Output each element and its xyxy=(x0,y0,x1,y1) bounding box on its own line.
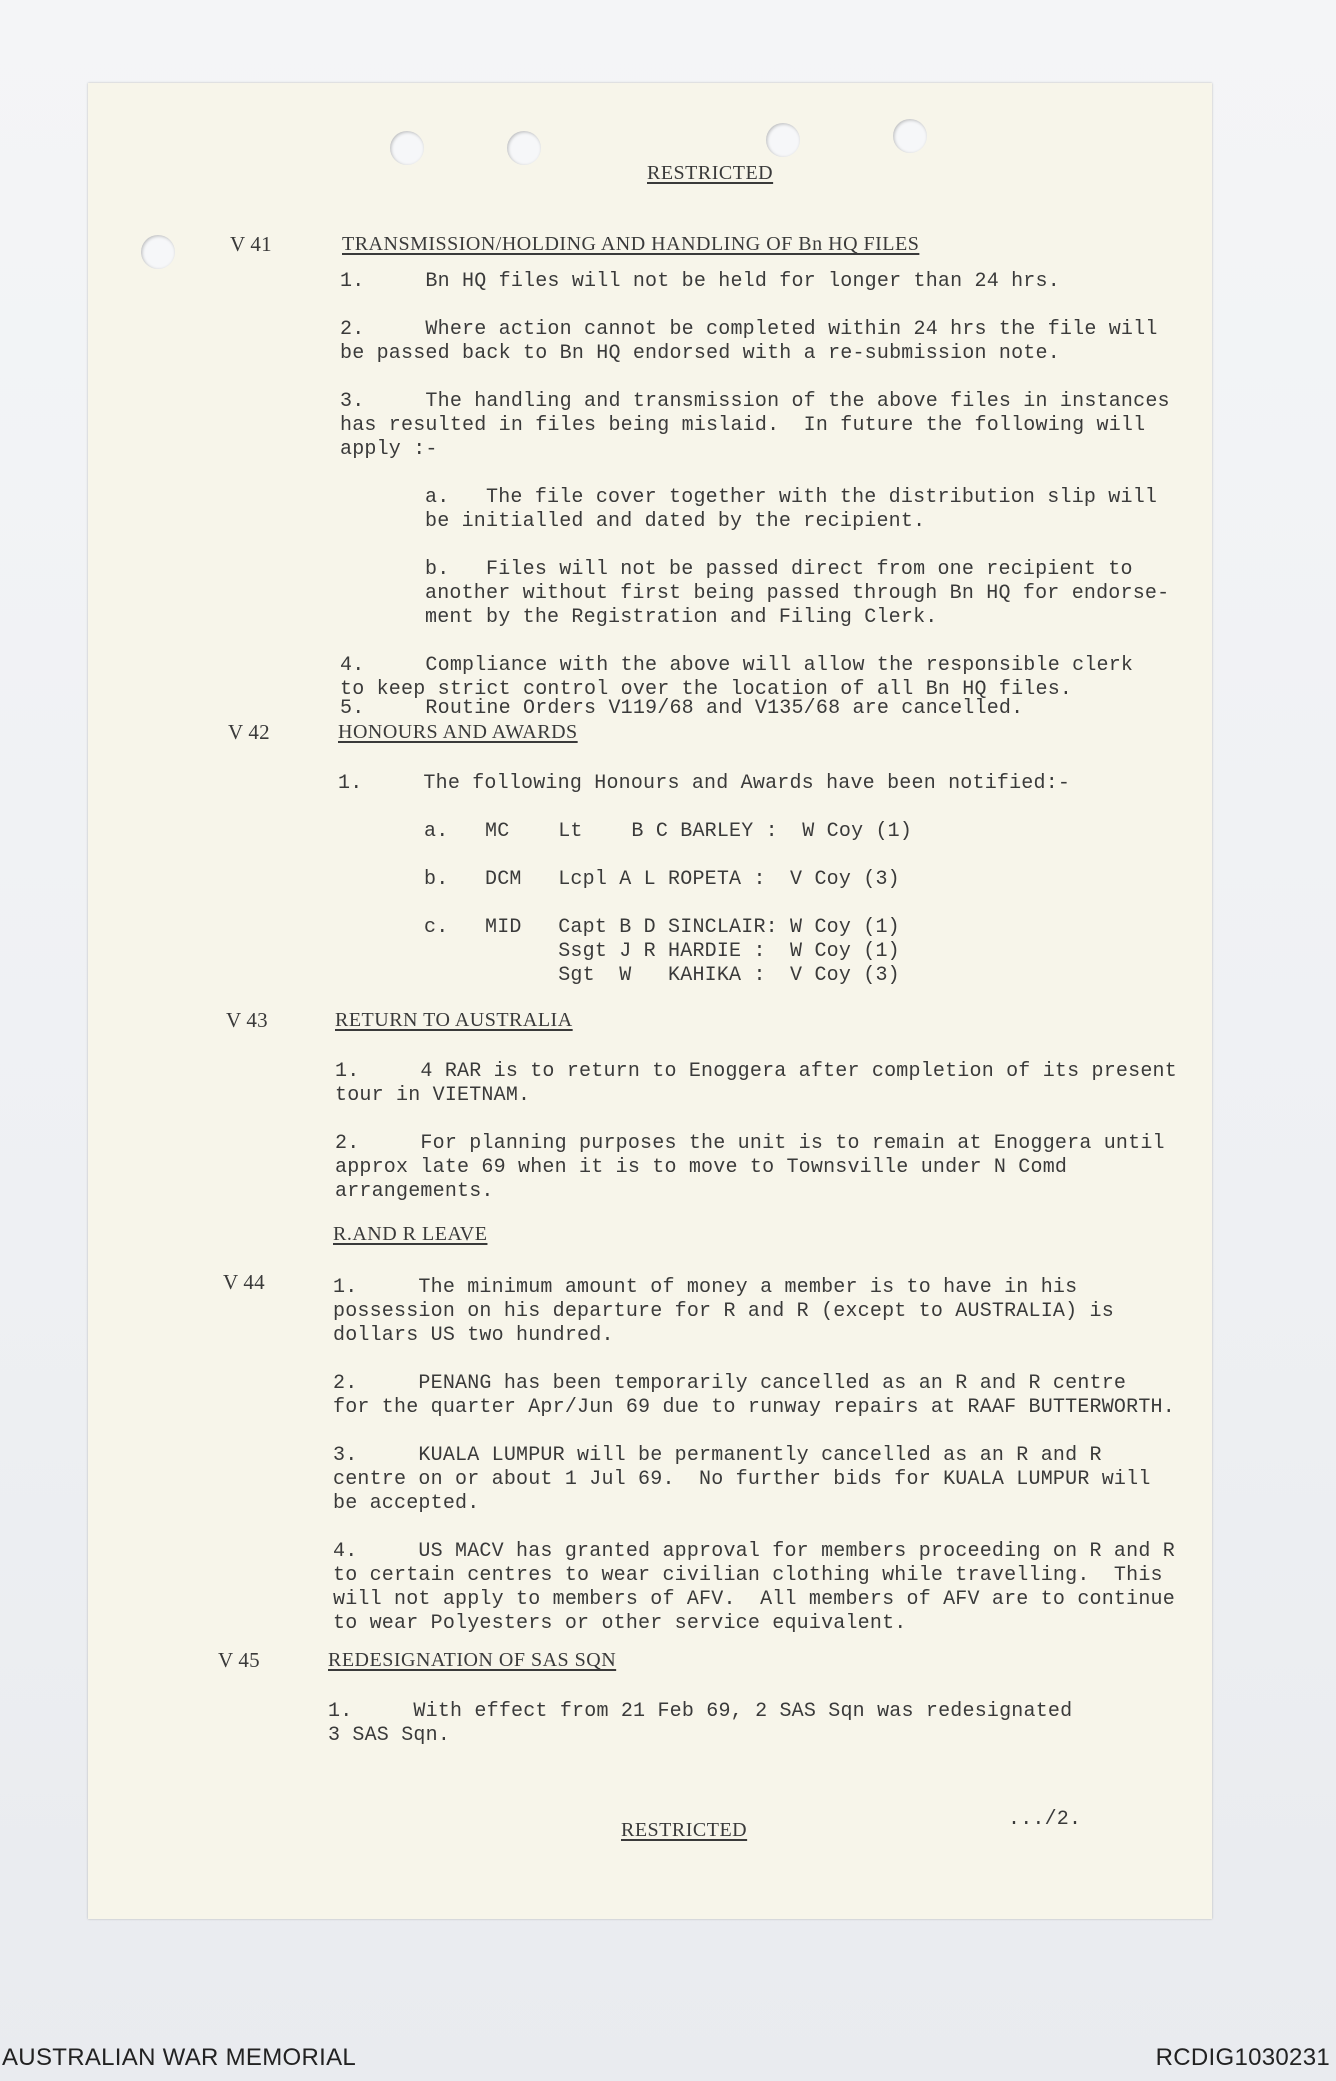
punch-hole xyxy=(766,123,800,157)
page-continuation: .../2. xyxy=(1008,1808,1082,1831)
sub-paragraph: ment by the Registration and Filing Clerk. xyxy=(425,606,938,629)
order-title: R.AND R LEAVE xyxy=(333,1223,488,1245)
paragraph: 3 SAS Sqn. xyxy=(328,1724,451,1747)
archive-name: AUSTRALIAN WAR MEMORIAL xyxy=(2,2044,357,2071)
paragraph: to certain centres to wear civilian clothing while travelling. This xyxy=(333,1564,1163,1587)
order-title: RETURN TO AUSTRALIA xyxy=(335,1009,573,1031)
award-row: Ssgt J R HARDIE : W Coy (1) xyxy=(424,940,900,963)
paragraph: arrangements. xyxy=(335,1180,494,1203)
punch-hole xyxy=(390,131,424,165)
paragraph: be passed back to Bn HQ endorsed with a re-submission note. xyxy=(340,342,1060,365)
paragraph: possession on his departure for R and R (except to AUSTRALIA) is xyxy=(333,1300,1114,1323)
punch-hole xyxy=(893,119,927,153)
paragraph: 4. Compliance with the above will allow the responsible clerk xyxy=(340,654,1134,677)
award-row: b. DCM Lcpl A L ROPETA : V Coy (3) xyxy=(424,868,900,891)
paragraph: 1. 4 RAR is to return to Enoggera after completion of its present xyxy=(335,1060,1177,1083)
paragraph: 3. KUALA LUMPUR will be permanently cancelled as an R and R xyxy=(333,1444,1102,1467)
paragraph: centre on or about 1 Jul 69. No further bids for KUALA LUMPUR will xyxy=(333,1468,1151,1491)
award-row: c. MID Capt B D SINCLAIR: W Coy (1) xyxy=(424,916,900,939)
paragraph: 1. With effect from 21 Feb 69, 2 SAS Sqn was redesignated xyxy=(328,1700,1073,1723)
paragraph: for the quarter Apr/Jun 69 due to runway repairs at RAAF BUTTERWORTH. xyxy=(333,1396,1175,1419)
paragraph: apply :- xyxy=(340,438,438,461)
paragraph: 2. PENANG has been temporarily cancelled as an R and R centre xyxy=(333,1372,1127,1395)
paragraph: to wear Polyesters or other service equivalent. xyxy=(333,1612,907,1635)
sub-paragraph: a. The file cover together with the distribution slip will xyxy=(425,486,1158,509)
paragraph: tour in VIETNAM. xyxy=(335,1084,531,1107)
paragraph: 1. The following Honours and Awards have been notified:- xyxy=(338,772,1071,795)
classification-footer: RESTRICTED xyxy=(621,1819,748,1841)
punch-hole xyxy=(507,131,541,165)
paragraph: dollars US two hundred. xyxy=(333,1324,614,1347)
sub-paragraph: b. Files will not be passed direct from one recipient to xyxy=(425,558,1133,581)
award-row: Sgt W KAHIKA : V Coy (3) xyxy=(424,964,900,987)
paragraph: to keep strict control over the location of all Bn HQ files. xyxy=(340,678,1073,701)
paragraph: 1. The minimum amount of money a member is to have in his xyxy=(333,1276,1078,1299)
punch-hole xyxy=(141,235,175,269)
order-title: REDESIGNATION OF SAS SQN xyxy=(328,1649,617,1671)
archive-id: RCDIG1030231 xyxy=(1155,2044,1330,2071)
paragraph: will not apply to members of AFV. All members of AFV are to continue xyxy=(333,1588,1175,1611)
paragraph: 1. Bn HQ files will not be held for longer than 24 hrs. xyxy=(340,270,1060,293)
paragraph: be accepted. xyxy=(333,1492,480,1515)
paragraph: approx late 69 when it is to move to Townsville under N Comd xyxy=(335,1156,1068,1179)
classification-header: RESTRICTED xyxy=(647,162,774,184)
paragraph: 5. Routine Orders V119/68 and V135/68 are cancelled. xyxy=(340,697,1024,720)
order-number: V 41 xyxy=(230,232,272,256)
paragraph: 3. The handling and transmission of the above files in instances xyxy=(340,390,1170,413)
order-title: HONOURS AND AWARDS xyxy=(338,721,578,743)
paragraph: 2. For planning purposes the unit is to remain at Enoggera until xyxy=(335,1132,1165,1155)
order-number: V 43 xyxy=(226,1008,268,1032)
order-number: V 44 xyxy=(223,1270,265,1294)
order-number: V 42 xyxy=(228,720,270,744)
award-row: a. MC Lt B C BARLEY : W Coy (1) xyxy=(424,820,913,843)
paragraph: 2. Where action cannot be completed within 24 hrs the file will xyxy=(340,318,1158,341)
paragraph: 4. US MACV has granted approval for members proceeding on R and R xyxy=(333,1540,1175,1563)
order-title: TRANSMISSION/HOLDING AND HANDLING OF Bn HQ FILES xyxy=(342,233,920,255)
paragraph: has resulted in files being mislaid. In future the following will xyxy=(340,414,1146,437)
sub-paragraph: be initialled and dated by the recipient. xyxy=(425,510,926,533)
order-number: V 45 xyxy=(218,1648,260,1672)
sub-paragraph: another without first being passed through Bn HQ for endorse- xyxy=(425,582,1170,605)
